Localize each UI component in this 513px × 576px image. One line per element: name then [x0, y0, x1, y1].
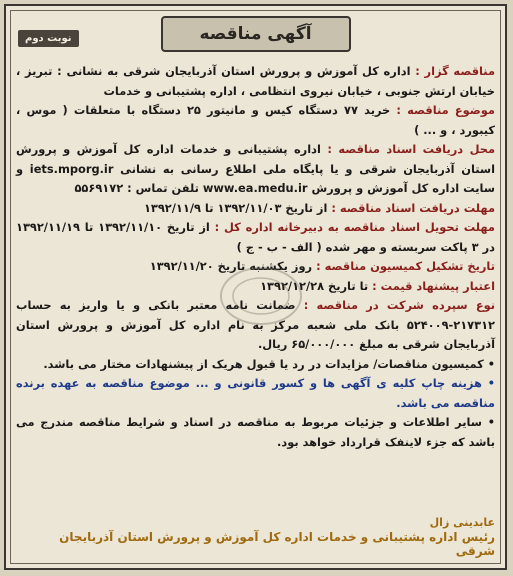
- tender-notice: [4, 4, 507, 570]
- section-text: از تاریخ ۱۳۹۲/۱۱/۰۳ تا ۱۳۹۲/۱۱/۹: [143, 200, 328, 215]
- bullet-text: کمیسیون مناقصات/ مزایدات در رد یا قبول هریک از پیشنهادات مختار می باشد.: [43, 356, 484, 371]
- bullet-dot-icon: •: [487, 356, 495, 371]
- section-text: اداره پشتیبانی و خدمات اداره کل آموزش و پرورش استان آذربایجان شرقی و یا پایگاه ملی اطلاع رسانی به نشانی iets.mporg.ir و سایت اداره کل آموزش و پرورش www.ea.medu.ir تلفن تماس : ۵۵۶۹۱۷۲: [16, 142, 496, 195]
- section-label: مهلت تحویل اسناد مناقصه به دبیرخانه اداره کل :: [214, 220, 495, 234]
- section-documents-location: [16, 140, 495, 199]
- section-organizer: [16, 62, 495, 101]
- notice-body: [16, 62, 495, 452]
- notice-title: آگهی مناقصه: [161, 16, 351, 52]
- section-label: مهلت دریافت اسناد مناقصه :: [331, 200, 495, 215]
- section-documents-deadline: [16, 199, 495, 219]
- bullet-item-highlight: [16, 374, 495, 413]
- section-commission-date: [16, 257, 495, 277]
- bullet-text: سایر اطلاعات و جزئیات مربوط به مناقصه در اسناد و شرایط مناقصه مندرج می باشد که جزء لاینفک قرارداد خواهد بود.: [16, 415, 495, 449]
- section-deposit: [16, 296, 495, 355]
- section-text: اداره کل آموزش و پرورش استان آذربایجان شرقی به نشانی : تبریز ، خیابان ارتش جنوبی ، خیابان نیروی انتظامی ، اداره پشتیبانی و خدمات: [16, 64, 495, 98]
- section-delivery-deadline: [16, 218, 495, 257]
- bullet-item: [16, 413, 495, 452]
- section-text: از تاریخ ۱۳۹۲/۱۱/۱۰ تا ۱۳۹۲/۱۱/۱۹ در ۳ پاکت سربسته و مهر شده ( الف - ب - ج ): [16, 220, 495, 254]
- section-price-validity: [16, 277, 495, 297]
- bullet-dot-icon: •: [487, 376, 495, 390]
- signatory-title: رئیس اداره پشتیبانی و خدمات اداره کل آموزش و پرورش استان آذربایجان شرقی: [59, 530, 495, 558]
- signature-block: [16, 516, 495, 558]
- signatory-name: عابدینی زال: [429, 516, 495, 529]
- bullet-text: هزینه چاپ کلیه ی آگهی ها و کسور قانونی و ... موضوع مناقصه به عهده برنده مناقصه می باشد.: [16, 376, 495, 410]
- section-label: تاریخ تشکیل کمیسیون مناقصه :: [316, 259, 495, 273]
- section-subject: [16, 101, 495, 140]
- bullet-dot-icon: •: [487, 415, 495, 429]
- section-label: اعتبار پیشنهاد قیمت :: [372, 278, 495, 293]
- section-text: خرید ۷۷ دستگاه کیس و مانیتور ۲۵ دستگاه با متعلقات ( موس ، کیبورد ، و ... ): [16, 103, 495, 137]
- section-text: ضمانت نامه معتبر بانکی و یا واریز به حساب ۲۱۷۳۱۲-۵۲۴۰۰۹ بانک ملی شعبه مرکز به نام اداره کل آموزش و پرورش استان آذربایجان شرقی به مبلغ ۶۵/۰۰۰/۰۰۰ ریال.: [16, 298, 495, 351]
- section-label: موضوع مناقصه :: [396, 103, 495, 117]
- section-text: روز یکشنبه تاریخ ۱۳۹۲/۱۱/۲۰: [149, 259, 313, 273]
- section-text: تا تاریخ ۱۳۹۲/۱۲/۲۸: [260, 278, 369, 293]
- bullet-item: [16, 355, 495, 375]
- round-badge: نوبت دوم: [18, 30, 79, 47]
- section-label: مناقصه گزار :: [415, 64, 496, 78]
- notice-header: [6, 16, 505, 58]
- section-label: محل دریافت اسناد مناقصه :: [327, 142, 496, 156]
- section-label: نوع سپرده شرکت در مناقصه :: [303, 298, 496, 312]
